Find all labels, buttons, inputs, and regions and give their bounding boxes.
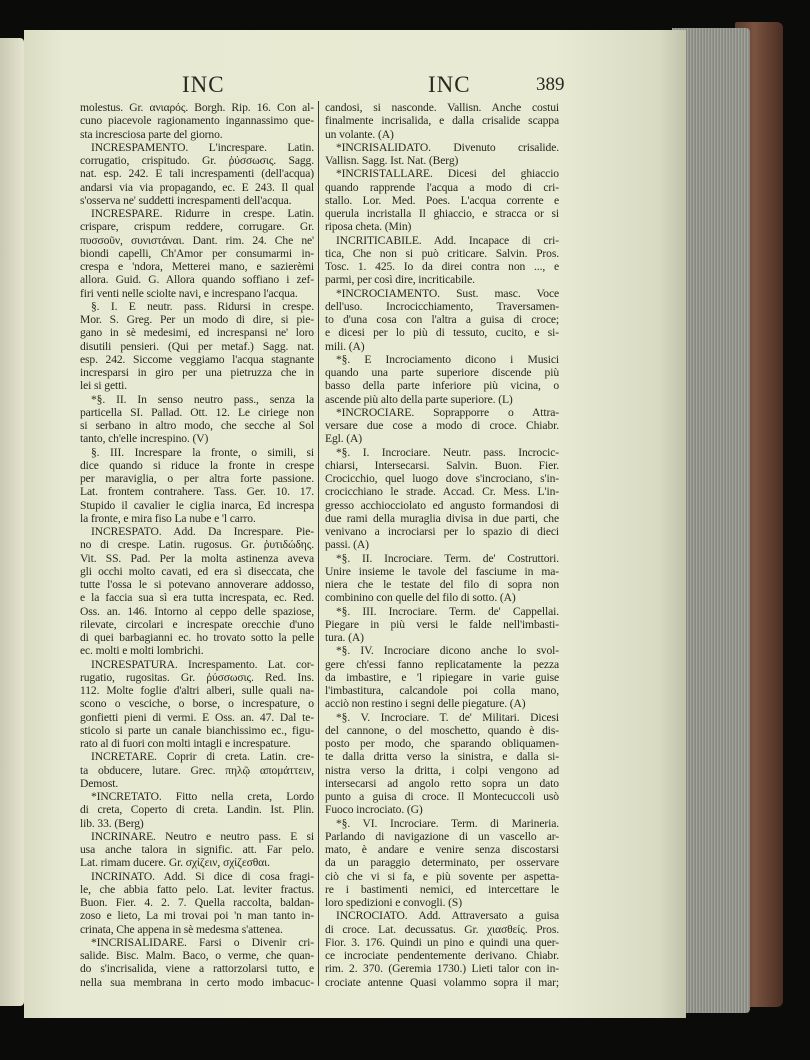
dictionary-entry bbox=[325, 234, 559, 287]
text-line: ta obducere, lutare. Grec. πηλῷ απομάττειν, bbox=[80, 763, 314, 777]
text-line: INCRINATO. Add. Si dice di cosa fragi- bbox=[91, 869, 314, 883]
left-column bbox=[80, 101, 314, 989]
text-line: niera che le testate del filo di sopra non bbox=[325, 578, 559, 591]
dictionary-entry bbox=[80, 207, 314, 300]
text-line: versare due cose a modo di croce. Chiabr. bbox=[325, 419, 559, 432]
text-line: Mor. S. Greg. Per un modo di dire, si pie- bbox=[80, 313, 314, 326]
text-line: Fior. 3. 176. Quindi un pino e quindi una quer- bbox=[325, 935, 559, 949]
text-line: allora. Guid. G. Allora quando soffiano i zef- bbox=[80, 273, 314, 287]
dictionary-entry bbox=[325, 101, 559, 141]
text-line: πυσσοῦν, συνιστάναι. Dant. rim. 24. Che ne' bbox=[80, 233, 314, 247]
text-line: no di crespe. Latin. rugosus. Gr. ῥυτιδώδης. bbox=[80, 538, 314, 552]
text-line: Piegare in più versi le falde nell'imbasti- bbox=[325, 617, 559, 631]
dictionary-entry bbox=[80, 830, 314, 870]
text-line: passi. (A) bbox=[325, 538, 369, 552]
text-line: si serbano in altro modo, che secche al Sol bbox=[80, 419, 314, 432]
text-line: *§. E Incrociamento dicono i Musici bbox=[336, 352, 559, 366]
text-line: lib. 33. (Berg) bbox=[80, 816, 144, 830]
text-line: *§. III. Incrociare. Term. de' Cappellai. bbox=[336, 604, 559, 618]
text-line: del cannone, o del moschetto, quando è dis- bbox=[325, 723, 559, 737]
text-line: crociate antenne Quasi volammo sopra il mar; bbox=[325, 975, 559, 989]
dictionary-entry bbox=[325, 141, 559, 168]
text-line: crocicchiano le strade. Accad. Cr. Mess. L'in- bbox=[325, 485, 559, 499]
text-line: Lat. rimam ducere. Gr. σχίζειν, σχίζεσθαι. bbox=[80, 856, 270, 870]
text-line: gano in sè medesimi, ed increspansi ne' loro bbox=[80, 326, 314, 340]
text-line: firi venti nelle sciolte navi, e increspano l'acqua. bbox=[80, 286, 298, 300]
column-rule bbox=[318, 101, 319, 986]
text-line: te dalla dritta verso la sinistra, e dalla si- bbox=[325, 750, 559, 764]
text-line: crinata, Che appena in sè medesma s'attenea. bbox=[80, 922, 283, 936]
text-line: tanto, ch'elle increspino. (V) bbox=[80, 432, 209, 446]
text-line: esp. 242. Siccome veggiamo l'acqua stagnante bbox=[80, 352, 314, 366]
text-line: molestus. Gr. ανιαρός. Borgh. Rip. 16. Con al- bbox=[80, 101, 314, 114]
dictionary-entry bbox=[80, 936, 314, 989]
text-line: incresparsi in giro per una pietruzza che in bbox=[80, 366, 314, 379]
text-line: da un paraggio determinato, per osservare bbox=[325, 856, 559, 870]
dictionary-entry bbox=[80, 101, 314, 141]
text-line: querula incristalla Il ghiaccio, e stracca or si bbox=[325, 207, 559, 220]
text-line: posto per modo, che sparando obliquamen- bbox=[325, 737, 559, 750]
text-line: INCROCIATO. Add. Attraversato a guisa bbox=[336, 909, 559, 923]
text-line: nella sua membrana in certo modo imbacuc- bbox=[80, 975, 314, 989]
text-line: per maraviglia, o per altra forte passione. bbox=[80, 472, 314, 485]
text-line: ce incrociate pendentemente derivano. Chiabr. bbox=[325, 949, 559, 962]
text-line: INCRESPAMENTO. L'increspare. Latin. bbox=[91, 140, 314, 154]
running-head-left: INC bbox=[182, 72, 225, 97]
text-line: rilevate, circolari e increspate orecchie d'uno bbox=[80, 617, 314, 631]
text-line: ascende più alto della parte superiore. (L) bbox=[325, 392, 513, 406]
text-line: *INCRISALIDARE. Farsi o Divenir cri- bbox=[91, 935, 314, 949]
text-line: biondi capelli, Ch'Amor per consumarmi in- bbox=[80, 246, 314, 260]
dictionary-entry bbox=[325, 446, 559, 552]
text-line: quando rapprende l'acqua a modo di cri- bbox=[325, 180, 559, 194]
text-line: andarsi via via propagando, ec. E 243. Il qual bbox=[80, 180, 314, 194]
text-line: Unire insieme le tavole del fasciume in ma- bbox=[325, 564, 559, 578]
text-line: di croce. Lat. decussatus. Gr. χιασθείς. Pros. bbox=[325, 922, 559, 936]
text-line: s'osserva ne' suddetti increspamenti dell'acqua. bbox=[80, 193, 292, 207]
text-line: INCRESPATO. Add. Da Increspare. Pie- bbox=[91, 525, 314, 538]
text-line: l'imbastitura, calcandole poi colla mano, bbox=[325, 684, 559, 697]
running-head-right: INC bbox=[428, 72, 471, 97]
text-line: Lat. frontem contrahere. Tass. Ger. 10. 17. bbox=[80, 485, 314, 499]
text-line: ec. molti e molti lombrichi. bbox=[80, 644, 204, 658]
text-line: usa anche talora in signific. att. Far pelo. bbox=[80, 843, 314, 856]
text-line: gresso acchiocciolato ed angusto formandosi di bbox=[325, 498, 559, 512]
dictionary-entry bbox=[80, 658, 314, 751]
dictionary-entry bbox=[325, 406, 559, 446]
dictionary-entry bbox=[325, 909, 559, 989]
text-line: scono o vesciche, o borse, o increspature, o bbox=[80, 697, 314, 711]
text-line: due rami della muraglia divisa in due parti, che bbox=[325, 511, 559, 525]
text-line: gli occhi molto cavati, ed era sì diseccata, che bbox=[80, 564, 314, 578]
text-line: di quei barbagianni ec. ho trovato sotto la pelle bbox=[80, 631, 314, 644]
text-line: dell'uso. Incrocicchiamento, Traversamen- bbox=[325, 299, 559, 313]
text-line: acciò non restino i segni delle piegature. (A) bbox=[325, 697, 526, 711]
dictionary-entry bbox=[80, 393, 314, 446]
dictionary-entry bbox=[325, 287, 559, 353]
text-line: stallo. Lor. Med. Poes. L'acqua corrente e bbox=[325, 193, 559, 207]
text-line: Vallisn. Sagg. Ist. Nat. (Berg) bbox=[325, 154, 459, 167]
text-line: Oss. an. 146. Intorno al ceppo delle spaziose, bbox=[80, 604, 314, 618]
text-line: rim. 2. 370. (Geremia 1730.) Lieti talor con in- bbox=[325, 962, 559, 976]
text-line: combinino con quelle del filo di sotto. (A) bbox=[325, 591, 516, 605]
text-line: e dicesi per lo più di tessuto, cucito, e si- bbox=[325, 326, 559, 340]
text-line: dice quando si riduce la fronte in crespe bbox=[80, 458, 314, 472]
dictionary-entry bbox=[80, 870, 314, 936]
text-line: candosi, si nasconde. Vallisn. Anche costui bbox=[325, 101, 559, 114]
text-line: le, che abbia fatto pelo. Lat. leviter fractus. bbox=[80, 882, 314, 896]
text-line: INCRINARE. Neutro e neutro pass. E si bbox=[91, 829, 314, 843]
text-line: *INCRETATO. Fitto nella creta, Lordo bbox=[91, 790, 314, 803]
text-line: rugatio, rugositas. Gr. ῥύσσωσις. Red. Ins. bbox=[80, 670, 314, 684]
text-line: Parlando di navigazione di un vascello ar- bbox=[325, 829, 559, 843]
right-column bbox=[325, 101, 559, 989]
text-line: particella SI. Pallad. Ott. 12. Le ciriege non bbox=[80, 405, 314, 419]
text-line: tutte l'ossa le si potevano annoverare addosso, bbox=[80, 578, 314, 591]
dictionary-entry bbox=[325, 167, 559, 233]
dictionary-entry bbox=[80, 141, 314, 207]
text-line: zoso e lieto, La mi trovai poi 'n man tanto in- bbox=[80, 909, 314, 923]
text-line: do s'incrisalida, viene a rattorzolarsi tutto, e bbox=[80, 962, 314, 976]
text-line: Tosc. 1. 425. Io da direi contra non ..., e bbox=[325, 260, 559, 273]
text-line: INCRETARE. Coprir di creta. Latin. cre- bbox=[91, 750, 314, 764]
text-line: crespa e 'ndora, Metterei mano, e sazierèmi bbox=[80, 260, 314, 273]
text-line: Demost. bbox=[80, 776, 119, 790]
text-line: intersecarsi ad angolo retto sopra un dato bbox=[325, 776, 559, 790]
text-line: gere ch'essi fanno replicatamente la pezza bbox=[325, 657, 559, 671]
text-line: nistra verso la dritta, i colpi vengono ad bbox=[325, 763, 559, 777]
dictionary-entry bbox=[80, 790, 314, 830]
dictionary-entry bbox=[325, 711, 559, 817]
text-line: la fronte, e mira fiso La nube e 'l carro. bbox=[80, 511, 256, 525]
text-line: nat. esp. 242. E tali increspamenti (dell'acqua) bbox=[80, 167, 314, 181]
text-line: *INCRISTALLARE. Dicesi del ghiaccio bbox=[336, 167, 559, 181]
text-line: mato, è andare e venire senza discostarsi bbox=[325, 843, 559, 856]
text-line: INCRESPATURA. Increspamento. Lat. cor- bbox=[91, 657, 314, 671]
dictionary-entry bbox=[325, 353, 559, 406]
text-line: cuno piacevole ragionamento ingannassimo que- bbox=[80, 114, 314, 128]
text-line: e la faccia sua sì era tutta increspata, ec. Red. bbox=[80, 591, 314, 605]
text-line: chiarsi, Intersecarsi. Salvin. Buon. Fier. bbox=[325, 458, 559, 472]
text-line: to d'una cosa con l'altra a guisa di croce; bbox=[325, 313, 559, 326]
text-line: 112. Molte foglie d'altri alberi, sulle quali na- bbox=[80, 684, 314, 697]
text-line: Egl. (A) bbox=[325, 432, 363, 446]
text-line: sticolo si parte un canale bianchissimo ec., figu- bbox=[80, 723, 314, 737]
text-line: Buon. Fier. 4. 2. 7. Quella raccolta, baldan- bbox=[80, 896, 314, 909]
text-line: *§. IV. Incrociare dicono anche lo svol- bbox=[336, 644, 559, 658]
text-line: re i bastimenti nemici, ed intercettare le bbox=[325, 882, 559, 896]
dictionary-entry bbox=[325, 552, 559, 605]
dictionary-entry bbox=[80, 446, 314, 526]
text-line: loro spedizioni e convogli. (S) bbox=[325, 896, 462, 909]
text-line: mili. (A) bbox=[325, 339, 365, 353]
dictionary-entry bbox=[325, 817, 559, 910]
text-line: Crocicchio, quel luogo dove s'incrociano, s'in- bbox=[325, 472, 559, 485]
text-line: ciò che vi si fa, e più sovente per aspetta- bbox=[325, 869, 559, 883]
dictionary-entry bbox=[80, 750, 314, 790]
text-line: sta incresciosa parte del giorno. bbox=[80, 127, 223, 141]
text-line: INCRITICABILE. Add. Incapace di cri- bbox=[336, 233, 559, 247]
text-line: §. III. Increspare la fronte, o simili, si bbox=[91, 445, 314, 459]
text-line: Vit. SS. Pad. Per la molta astinenza aveva bbox=[80, 551, 314, 565]
text-line: salide. Bisc. Malm. Baco, o verme, che quan- bbox=[80, 949, 314, 962]
text-line: da imbastire, e 'l ripiegare in varie guise bbox=[325, 670, 559, 684]
text-line: *§. II. Incrociare. Term. de' Costruttori. bbox=[336, 551, 559, 565]
text-line: Fuoco incrociato. (G) bbox=[325, 803, 423, 817]
text-line: *§. VI. Incrociare. Term. di Marineria. bbox=[336, 816, 559, 830]
text-line: *§. V. Incrociare. T. de' Militari. Dicesi bbox=[336, 710, 559, 724]
text-line: *§. I. Incrociare. Neutr. pass. Incrocic- bbox=[336, 445, 559, 459]
text-line: *INCRISALIDATO. Divenuto crisalide. bbox=[336, 140, 559, 154]
text-line: §. I. E neutr. pass. Ridursi in crespe. bbox=[91, 299, 314, 313]
dictionary-entry bbox=[80, 525, 314, 658]
text-line: un volante. (A) bbox=[325, 127, 394, 141]
text-line: Stupido il cavalier le ciglia inarca, Ed increspa bbox=[80, 498, 314, 512]
dictionary-entry bbox=[325, 605, 559, 645]
dictionary-entry bbox=[325, 644, 559, 710]
text-line: parmi, per così dire, incriticabile. bbox=[325, 273, 475, 287]
text-line: *INCROCIARE. Soprapporre o Attra- bbox=[336, 405, 559, 419]
text-line: basso della parte inferiore più vicina, o bbox=[325, 379, 559, 393]
facing-page-edge bbox=[0, 38, 24, 1006]
text-line: venivano a incrociarsi per lo spazio di dieci bbox=[325, 525, 559, 538]
text-line: riposa cheta. (Min) bbox=[325, 220, 412, 234]
text-line: tica, Che non si può criticare. Salvin. Pros. bbox=[325, 246, 559, 260]
dictionary-entry bbox=[80, 300, 314, 393]
text-line: finalmente incrisalida, e dalla crisalide scappa bbox=[325, 114, 559, 128]
text-line: quando una parte superiore discende più bbox=[325, 366, 559, 379]
text-line: corrugatio, crispitudo. Gr. ῥύσσωσις. Sagg. bbox=[80, 154, 314, 167]
text-line: *INCROCIAMENTO. Sust. masc. Voce bbox=[336, 286, 559, 300]
text-line: rato al di fuori con molti intagli e increspature. bbox=[80, 737, 291, 750]
text-line: lei si getti. bbox=[80, 379, 128, 393]
page-number: 389 bbox=[536, 74, 565, 95]
text-line: INCRESPARE. Ridurre in crespe. Latin. bbox=[91, 207, 314, 220]
text-line: tura. (A) bbox=[325, 631, 364, 644]
text-line: di creta, Coperto di creta. Landin. Ist. Plin. bbox=[80, 803, 314, 817]
text-line: disutili pensieri. (Qui per metaf.) Sagg. nat. bbox=[80, 339, 314, 353]
text-line: *§. II. In senso neutro pass., senza la bbox=[91, 392, 314, 406]
text-line: punto a guisa di croce. Il Montecuccoli usò bbox=[325, 790, 559, 803]
text-line: crispare, crispum reddere, corrugare. Gr. bbox=[80, 220, 314, 234]
text-line: gonfietti pieni di vermi. E Oss. an. 47. Dal te- bbox=[80, 710, 314, 724]
